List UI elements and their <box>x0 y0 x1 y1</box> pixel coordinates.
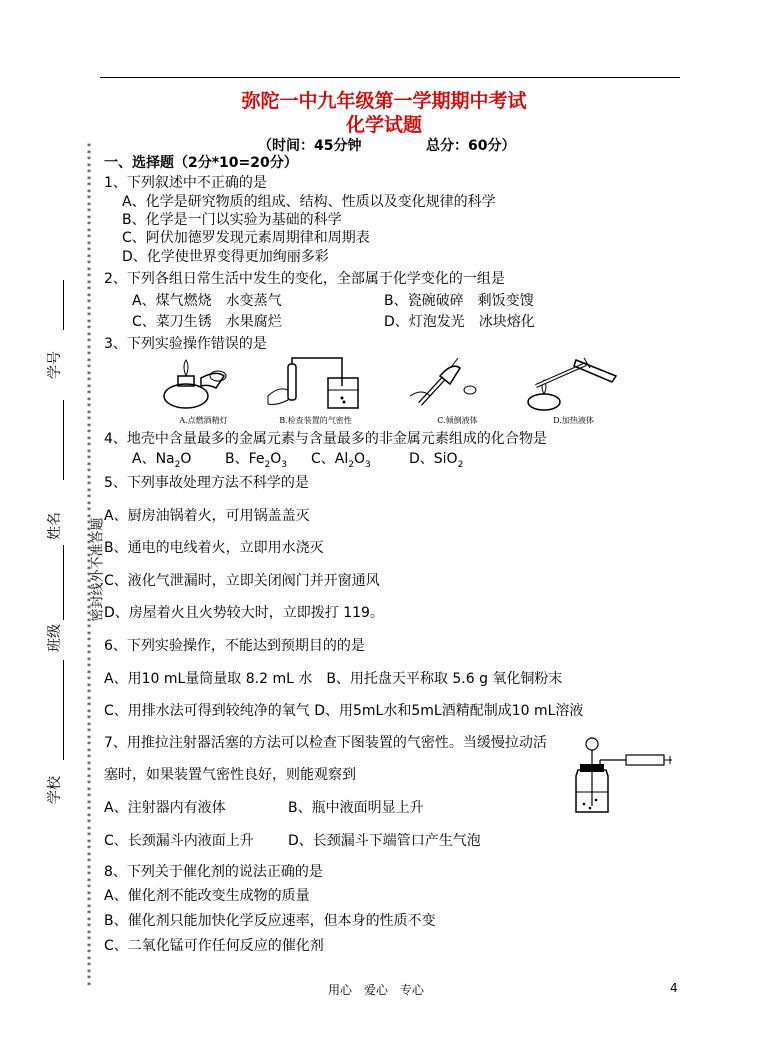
q6-options-cd: C、用排水法可得到较纯净的氧气 D、用5mL水和5mL酒精配制成10 mL溶液 <box>104 703 584 719</box>
q5-option-c: C、液化气泄漏时，立即关闭阀门并开窗通风 <box>104 573 380 589</box>
side-line-1 <box>63 280 64 330</box>
q4-option-c: C、$Al_2O_3$ <box>311 451 371 470</box>
q7-option-b: B、瓶中液面明显上升 <box>288 800 424 816</box>
q8-stem: 8、下列关于催化剂的说法正确的是 <box>104 864 323 880</box>
seal-notice: 密封线外不准答题 <box>90 517 106 622</box>
exam-title: 弥陀一中九年级第一学期期中考试 <box>241 90 527 112</box>
q1-option-a: A、化学是研究物质的组成、结构、性质以及变化规律的科学 <box>122 194 496 210</box>
heat-liquid-illustration <box>516 356 631 414</box>
q5-option-a: A、厨房油锅着火，可用锅盖盖灭 <box>104 508 310 524</box>
q8-option-c: C、二氧化锰可作任何反应的催化剂 <box>104 938 324 954</box>
airtight-check-illustration <box>258 356 373 414</box>
caption-d: D.加热液体 <box>553 416 594 425</box>
q1-option-c: C、阿伏加德罗发现元素周期律和周期表 <box>122 230 370 246</box>
seal-line: * * * * * * * * * * * * * * * * * * * * * * * * * * * * * * * * * * * * * * * * * * * * * * * * * * * * * * * * * * * * * * * * * * * * * * * * * * * * * * * * * * * * * * * * * * * * * * * * * * * * * * * * * * * * * * * * * * * * * * * * * * * * * * * * * * <box>87 142 91 990</box>
q2-option-b: B、瓷碗破碎 剩饭变馊 <box>384 293 534 309</box>
q1-option-d: D、化学使世界变得更加绚丽多彩 <box>122 249 329 265</box>
q3-figures <box>146 356 636 428</box>
q1-option-b: B、化学是一门以实验为基础的科学 <box>122 212 342 228</box>
figure-b <box>258 356 373 426</box>
side-line-4 <box>63 660 64 760</box>
q7-option-d: D、长颈漏斗下端管口产生气泡 <box>288 833 481 849</box>
q4-option-d: D、SiO$_2$ <box>409 451 464 470</box>
q2-stem: 2、下列各组日常生活中发生的变化，全部属于化学变化的一组是 <box>104 271 505 287</box>
section-heading: 一、选择题（2分*10=20分） <box>104 155 298 171</box>
q2-option-c: C、菜刀生锈 水果腐烂 <box>132 314 282 330</box>
syringe-apparatus-illustration <box>566 736 676 818</box>
figure-c <box>400 356 515 426</box>
q6-options-ab: A、用10 mL量筒量取 8.2 mL 水 B、用托盘天平称取 5.6 g 氧化铜粉末 <box>104 671 563 687</box>
class-label: 班级 <box>47 624 63 652</box>
figure-d <box>516 356 631 426</box>
q2-option-a: A、煤气燃烧 水变蒸气 <box>132 293 282 309</box>
q7-option-a: A、注射器内有液体 <box>104 800 226 816</box>
side-line-3 <box>63 545 64 620</box>
caption-a: A.点燃酒精灯 <box>179 416 228 425</box>
q8-option-a: A、催化剂不能改变生成物的质量 <box>104 888 310 904</box>
q7-stem-1: 7、用推拉注射器活塞的方法可以检查下图装置的气密性。当缓慢拉动活 <box>104 735 547 751</box>
q4-option-a: A、$Na_2O$ <box>132 451 192 470</box>
q4-option-b: B、$Fe_2O_3$ <box>225 451 288 470</box>
score-info: 总分：60分） <box>426 138 516 154</box>
header-rule <box>100 77 680 78</box>
name-label: 姓名 <box>47 512 63 540</box>
time-info: （时间：45分钟 <box>258 138 362 154</box>
q7-stem-2: 塞时，如果装置气密性良好，则能观察到 <box>104 767 356 783</box>
q5-option-d: D、房屋着火且火势较大时，立即拨打 119。 <box>104 605 384 621</box>
q3-stem: 3、下列实验操作错误的是 <box>104 336 267 352</box>
subject-title: 化学试题 <box>345 114 422 136</box>
school-label: 学校 <box>47 776 63 804</box>
caption-c: C.倾倒液体 <box>437 416 478 425</box>
side-line-2 <box>63 400 64 480</box>
q5-option-b: B、通电的电线着火，立即用水浇灭 <box>104 540 324 556</box>
q5-stem: 5、下列事故处理方法不科学的是 <box>104 475 309 491</box>
page-number: 4 <box>670 981 678 995</box>
q2-option-d: D、灯泡发光 冰块熔化 <box>384 314 535 330</box>
caption-b: B.检查装置的气密性 <box>279 416 352 425</box>
q4-stem: 4、地壳中含量最多的金属元素与含量最多的非金属元素组成的化合物是 <box>104 431 547 447</box>
q6-stem: 6、下列实验操作，不能达到预期目的的是 <box>104 638 365 654</box>
q1-stem: 1、下列叙述中不正确的是 <box>104 175 267 191</box>
q8-option-b: B、催化剂只能加快化学反应速率，但本身的性质不变 <box>104 913 436 929</box>
q7-option-c: C、长颈漏斗内液面上升 <box>104 833 254 849</box>
footer-motto: 用心 爱心 专心 <box>328 983 425 997</box>
pour-liquid-illustration <box>400 356 515 414</box>
student-id-label: 学号 <box>47 351 63 379</box>
alcohol-lamp-illustration <box>146 356 261 414</box>
figure-a <box>146 356 261 426</box>
